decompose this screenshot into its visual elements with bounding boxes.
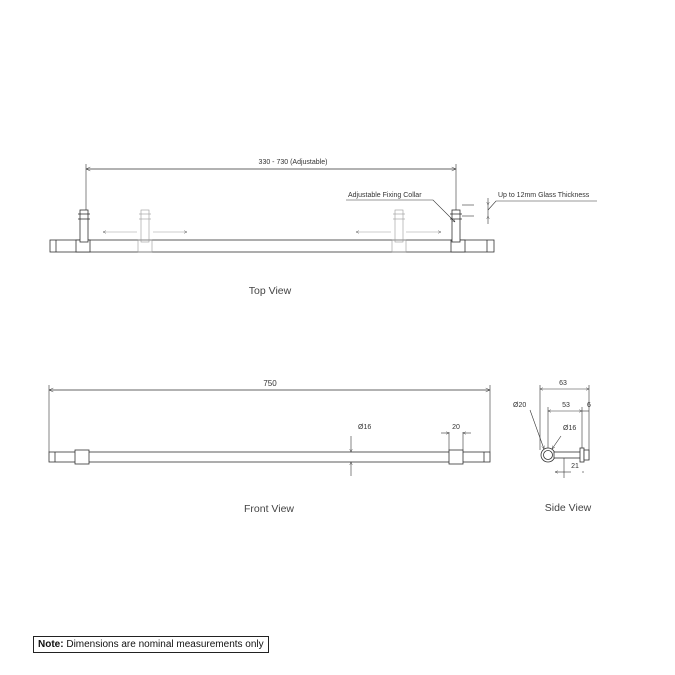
side-view-title: Side View	[544, 502, 592, 514]
right-fixing-post	[452, 210, 460, 242]
length-label: 750	[263, 379, 277, 388]
span-label: 330 - 730 (Adjustable)	[258, 159, 328, 166]
bar-diameter-label: Ø16	[358, 424, 372, 431]
top-bar	[50, 240, 494, 252]
glass-thickness-label: Up to 12mm Glass Thickness	[498, 192, 590, 199]
front-view-title: Front View	[244, 503, 294, 515]
bottom-dimension-label: 21	[571, 463, 579, 470]
left-fixing-post	[80, 210, 88, 242]
inner-diameter-label: Ø16	[563, 425, 577, 432]
front-view	[49, 385, 490, 476]
note-box	[33, 636, 269, 653]
offset-label: 53	[562, 402, 570, 409]
top-view	[50, 164, 597, 252]
top-view-title: Top View	[248, 285, 292, 297]
front-bar	[49, 452, 490, 462]
outer-diameter-label: Ø20	[513, 402, 527, 409]
collar-label: Adjustable Fixing Collar	[348, 192, 422, 199]
note-prefix: Note:	[38, 639, 64, 650]
note-text: Dimensions are nominal measurements only	[63, 639, 264, 650]
side-view	[530, 385, 589, 478]
depth-label: 63	[559, 380, 567, 387]
gap-label: 6	[587, 402, 591, 409]
collar-width-label: 20	[452, 424, 460, 431]
